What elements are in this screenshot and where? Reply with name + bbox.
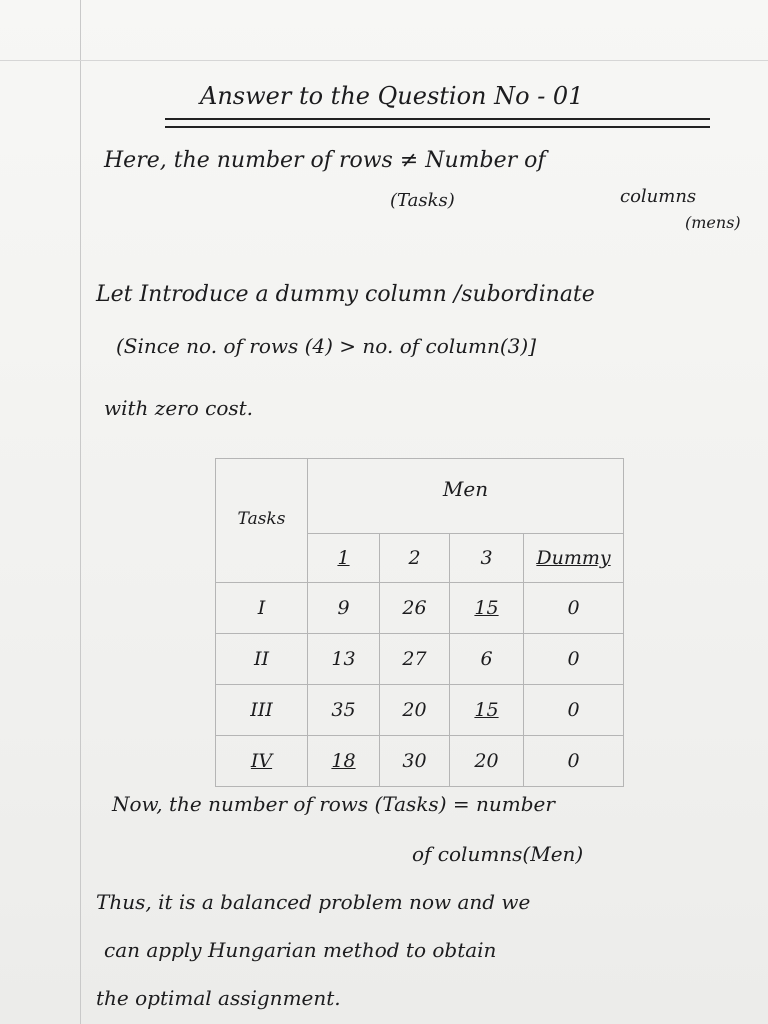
para2-line2: (Since no. of rows (4) > no. of column(3)] [116,334,536,358]
top-ruled-line [0,60,768,61]
cost-cell: 9 [308,583,380,634]
cost-cell: 20 [450,736,524,787]
para2-line1: Let Introduce a dummy column /subordinate [96,282,595,307]
para1-rows-note: (Tasks) [390,190,455,211]
men-header: Men [308,459,624,534]
cost-cell: 35 [308,685,380,736]
title-underline-2 [165,126,710,128]
para3-line1: Now, the number of rows (Tasks) = number [112,792,555,816]
task-label: I [216,583,308,634]
cost-cell: 27 [380,634,450,685]
cost-cell: 0 [524,685,624,736]
task-label: III [216,685,308,736]
para3-line3: Thus, it is a balanced problem now and we [96,890,531,914]
cost-cell: 0 [524,583,624,634]
task-label: IV [216,736,308,787]
task-label: II [216,634,308,685]
cost-cell: 30 [380,736,450,787]
para1-columns-note: (mens) [685,213,741,232]
cost-cell: 13 [308,634,380,685]
cost-cell: 15 [450,583,524,634]
column-header: 3 [450,534,524,583]
cost-cell: 18 [308,736,380,787]
para3-line4: can apply Hungarian method to obtain [104,938,497,962]
page-title: Answer to the Question No - 01 [200,82,584,110]
table-row [216,634,624,685]
para3-line2: of columns(Men) [412,842,584,866]
para2-line3: with zero cost. [104,396,254,420]
para1-line1: Here, the number of rows ≠ Number of [104,148,546,173]
cost-cell: 20 [380,685,450,736]
column-header: 2 [380,534,450,583]
margin-line [80,0,81,1024]
cost-cell: 0 [524,634,624,685]
cost-matrix-table [215,458,624,787]
cost-cell: 0 [524,736,624,787]
column-header: 1 [308,534,380,583]
column-header: Dummy [524,534,624,583]
title-underline-1 [165,118,710,120]
tasks-header: Tasks [216,459,308,583]
para3-line5: the optimal assignment. [96,986,341,1010]
cost-cell: 15 [450,685,524,736]
table-row [216,583,624,634]
table-row [216,685,624,736]
cost-cell: 26 [380,583,450,634]
cost-cell: 6 [450,634,524,685]
para1-columns-word: columns [620,186,697,207]
table-row [216,736,624,787]
